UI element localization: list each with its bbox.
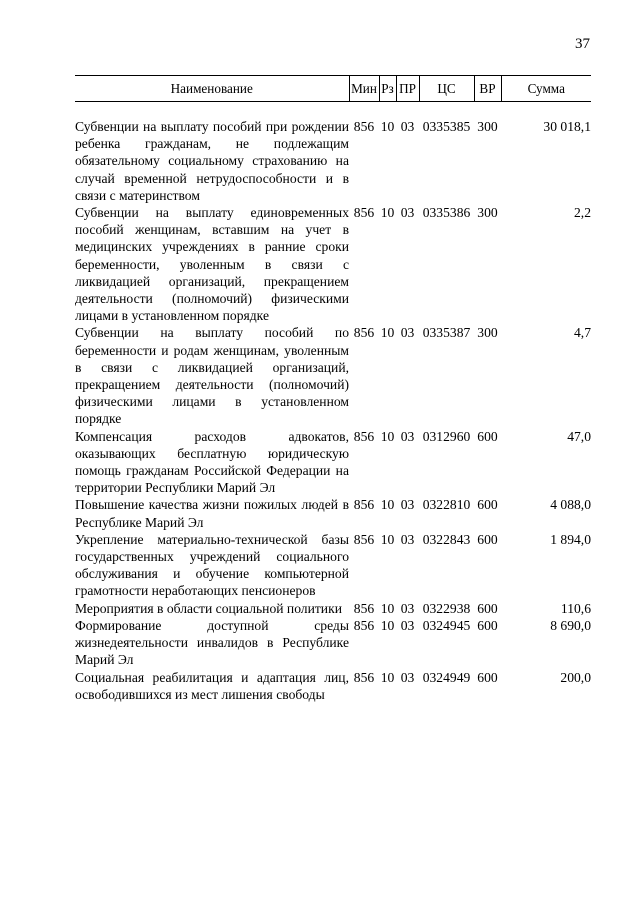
cell-sum: 4,7	[574, 325, 591, 341]
cell-pr: 03	[400, 600, 415, 616]
cell-vr: 600	[477, 531, 498, 547]
header-rz: Рз	[379, 76, 396, 102]
cell-rz: 10	[380, 669, 395, 685]
cell-rz: 10	[380, 617, 395, 633]
cell-sum: 47,0	[567, 428, 591, 444]
cell-vr: 300	[477, 119, 498, 134]
cell-min: 856	[353, 617, 375, 633]
header-pr: ПР	[396, 76, 419, 102]
cell-cs: 0335387	[422, 325, 471, 341]
header-row	[75, 76, 591, 102]
cell-name: Субвенции на выплату пособий при рождении ребенка гражданам, не подлежащим обязательному социальному страхованию на случай временной нетрудоспособности и в связи с материнством	[75, 119, 349, 203]
cell-sum: 1 894,0	[550, 531, 591, 547]
cell-rz: 10	[380, 531, 395, 547]
cell-name: Компенсация расходов адвокатов, оказывающих бесплатную юридическую помощь гражданам Российской Федерации на территории Республики Марий Эл	[75, 428, 349, 496]
cell-rz: 10	[380, 428, 395, 444]
cell-rz: 10	[380, 497, 395, 513]
cell-cs: 0312960	[422, 428, 471, 444]
cell-cs: 0335386	[422, 205, 471, 221]
header-sum: Сумма	[501, 76, 591, 102]
cell-pr: 03	[400, 669, 415, 685]
cell-rz: 10	[380, 119, 395, 134]
budget-table	[75, 75, 591, 703]
cell-cs: 0324945	[422, 617, 471, 633]
cell-cs: 0335385	[422, 119, 471, 134]
cell-rz: 10	[380, 325, 395, 341]
table-row	[75, 617, 591, 669]
cell-name: Социальная реабилитация и адаптация лиц, освободившихся из мест лишения свободы	[75, 669, 349, 702]
cell-vr: 600	[477, 428, 498, 444]
cell-vr: 300	[477, 325, 498, 341]
table-row	[75, 118, 591, 204]
cell-cs: 0324949	[422, 669, 471, 685]
cell-pr: 03	[400, 205, 415, 221]
header-name: Наименование	[75, 76, 349, 102]
header-cs: ЦС	[419, 76, 474, 102]
cell-pr: 03	[400, 428, 415, 444]
table-row	[75, 324, 591, 427]
cell-name: Субвенции на выплату единовременных пособий женщинам, вставшим на учет в медицинских учреждениях в ранние сроки беременности, уволенным в связи с ликвидацией организаций, прекращением деятельности (полномочий) физическими лицами в установленном порядке	[75, 205, 349, 324]
cell-rz: 10	[380, 205, 395, 221]
cell-sum: 4 088,0	[550, 497, 591, 513]
cell-pr: 03	[400, 617, 415, 633]
cell-min: 856	[353, 531, 375, 547]
cell-name: Укрепление материально-технической базы государственных учреждений социального обслуживания и обучение компьютерной грамотности неработающих пенсионеров	[75, 531, 349, 599]
cell-vr: 600	[477, 669, 498, 685]
cell-sum: 8 690,0	[550, 617, 591, 633]
cell-sum: 30 018,1	[543, 119, 591, 134]
header-vr: ВР	[474, 76, 501, 102]
table-row	[75, 531, 591, 600]
cell-sum: 2,2	[574, 205, 591, 221]
cell-min: 856	[353, 119, 375, 134]
table-row	[75, 600, 591, 617]
table-row	[75, 204, 591, 324]
cell-vr: 600	[477, 617, 498, 633]
cell-vr: 300	[477, 205, 498, 221]
cell-name: Формирование доступной среды жизнедеятельности инвалидов в Республике Марий Эл	[75, 617, 349, 668]
cell-cs: 0322938	[422, 600, 471, 616]
table-row	[75, 428, 591, 497]
cell-min: 856	[353, 428, 375, 444]
header-min: Мин	[349, 76, 379, 102]
cell-min: 856	[353, 205, 375, 221]
cell-min: 856	[353, 497, 375, 513]
cell-pr: 03	[400, 497, 415, 513]
cell-min: 856	[353, 325, 375, 341]
page-number: 37	[575, 36, 590, 52]
cell-min: 856	[353, 669, 375, 685]
cell-pr: 03	[400, 531, 415, 547]
cell-cs: 0322843	[422, 531, 471, 547]
cell-sum: 200,0	[560, 669, 591, 685]
cell-vr: 600	[477, 497, 498, 513]
table-row	[75, 496, 591, 530]
cell-sum: 110,6	[560, 600, 591, 616]
cell-rz: 10	[380, 600, 395, 616]
cell-name: Мероприятия в области социальной политики	[75, 600, 342, 616]
cell-min: 856	[353, 600, 375, 616]
cell-pr: 03	[400, 325, 415, 341]
cell-name: Повышение качества жизни пожилых людей в Республике Марий Эл	[75, 497, 349, 530]
cell-cs: 0322810	[422, 497, 471, 513]
cell-vr: 600	[477, 600, 498, 616]
spacer-row	[75, 102, 591, 119]
cell-name: Субвенции на выплату пособий по беременности и родам женщинам, уволенным в связи с ликвидацией организаций, прекращением деятельности (полномочий) физическими лицами в установленном порядке	[75, 325, 349, 427]
table-row	[75, 669, 591, 703]
cell-pr: 03	[400, 119, 415, 134]
table-body	[75, 102, 591, 703]
